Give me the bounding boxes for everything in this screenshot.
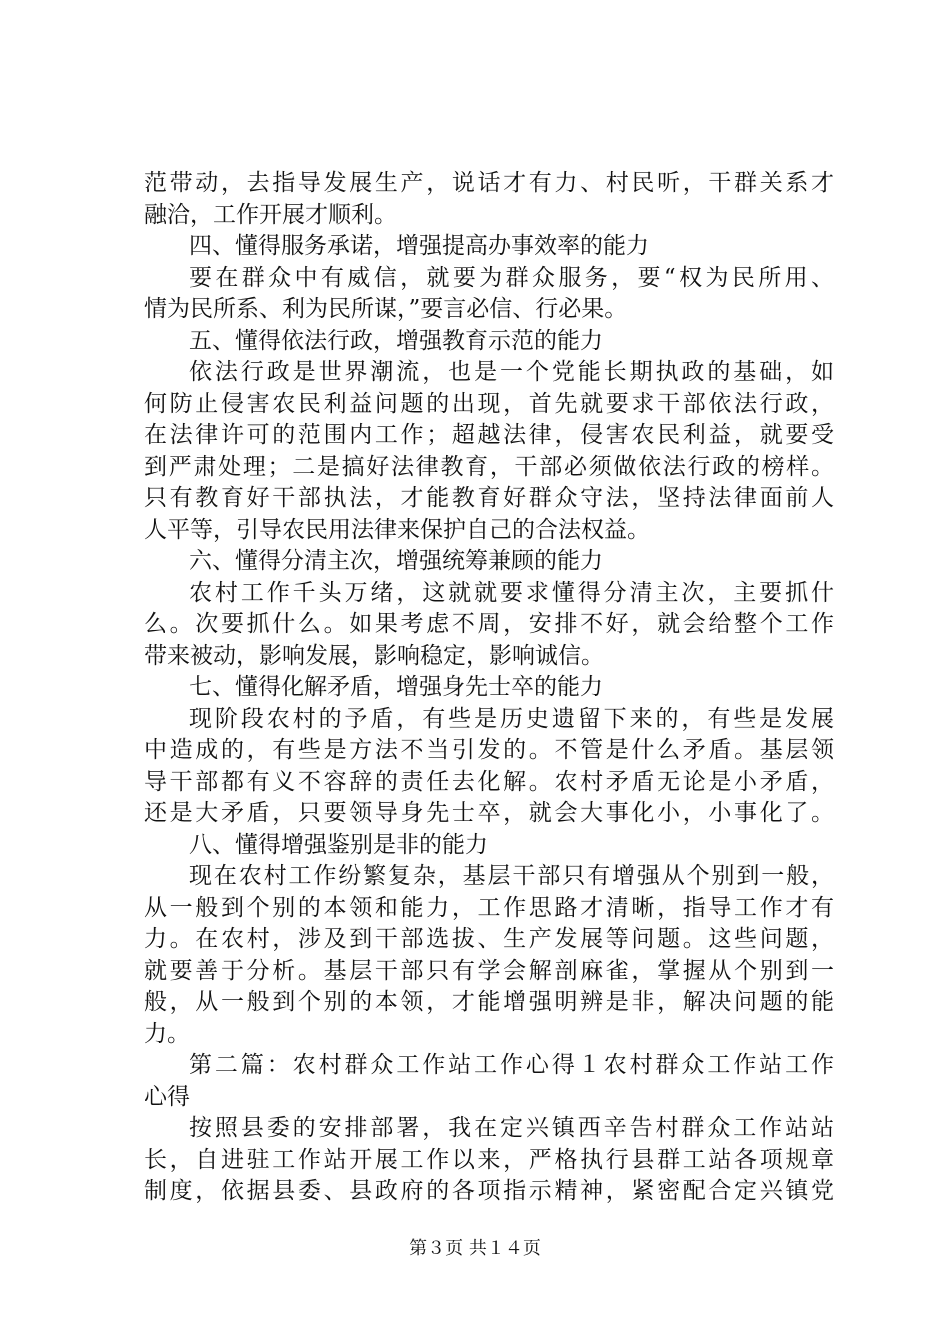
text-line: 长，自进驻工作站开展工作以来，严格执行县群工站各项规章 — [144, 1146, 834, 1173]
section-heading: 四、懂得服务承诺，增强提高办事效率的能力 — [189, 233, 649, 259]
text-line: 从一般到个别的本领和能力，工作思路才清晰，指导工作才有 — [144, 894, 834, 921]
text-line: 要在群众中有威信，就要为群众服务，要“权为民所用、 — [189, 264, 834, 291]
text-line: 中造成的，有些是方法不当引发的。不管是什么矛盾。基层领 — [144, 737, 834, 763]
text-line: 人平等，引导农民用法律来保护自己的合法权益。 — [144, 516, 650, 543]
text-line: 只有教育好干部执法，才能教育好群众守法，坚持法律面前人 — [144, 485, 834, 511]
text-line: 么。次要抓什么。如果考虑不周，安排不好，就会给整个工作 — [144, 611, 834, 637]
text-line: 范带动，去指导发展生产，说话才有力、村民听，干群关系才 — [144, 170, 834, 196]
chapter-heading: 心得 — [144, 1083, 190, 1110]
text-line: 导干部都有义不容辞的责任去化解。农村矛盾无论是小矛盾， — [144, 768, 834, 795]
text-line: 制度，依据县委、县政府的各项指示精神，紧密配合定兴镇党 — [144, 1178, 834, 1204]
text-line: 情为民所系、利为民所谋，”要言必信、行必果。 — [144, 296, 628, 322]
text-line: 现阶段农村的予盾，有些是历史遗留下来的，有些是发展 — [189, 705, 834, 732]
text-line: 农村工作千头万绪，这就就要求懂得分清主次，主要抓什 — [189, 579, 834, 606]
section-heading: 六、懂得分清主次，增强统筹兼顾的能力 — [189, 548, 603, 574]
text-line: 到严肃处理；二是搞好法律教育，干部必须做依法行政的榜样。 — [144, 453, 834, 480]
text-line: 按照县委的安排部署，我在定兴镇西辛告村群众工作站站 — [189, 1115, 834, 1141]
text-line: 就要善于分析。基层干部只有学会解剖麻雀，掌握从个别到一 — [144, 957, 834, 984]
text-line: 还是大矛盾，只要领导身先士卒，就会大事化小，小事化了。 — [144, 800, 834, 826]
section-heading: 七、懂得化解矛盾，增强身先士卒的能力 — [189, 674, 603, 700]
text-line: 力。 — [144, 1020, 190, 1047]
text-line: 带来被动，影响发展，影响稳定，影响诚信。 — [144, 642, 604, 669]
text-line: 般，从一般到个别的本领，才能增强明辨是非，解决问题的能 — [144, 989, 834, 1015]
text-line: 现在农村工作纷繁复杂，基层干部只有增强从个别到一般， — [189, 863, 834, 889]
text-line: 融洽，工作开展才顺利。 — [144, 201, 397, 228]
document-body — [144, 168, 834, 1208]
text-line: 何防止侵害农民利益问题的出现，首先就要求干部依法行政， — [144, 390, 834, 417]
section-heading: 八、懂得增强鉴别是非的能力 — [189, 831, 488, 858]
page-footer: 第３页 共１４页 — [409, 1238, 541, 1259]
section-heading: 五、懂得依法行政，增强教育示范的能力 — [189, 327, 603, 354]
chapter-heading: 第二篇：农村群众工作站工作心得１农村群众工作站工作 — [189, 1052, 834, 1078]
text-line: 在法律许可的范围内工作；超越法律，侵害农民利益，就要受 — [144, 422, 834, 448]
text-line: 力。在农村，涉及到干部选拔、生产发展等问题。这些问题， — [144, 926, 834, 952]
text-line: 依法行政是世界潮流，也是一个党能长期执政的基础，如 — [189, 359, 834, 385]
